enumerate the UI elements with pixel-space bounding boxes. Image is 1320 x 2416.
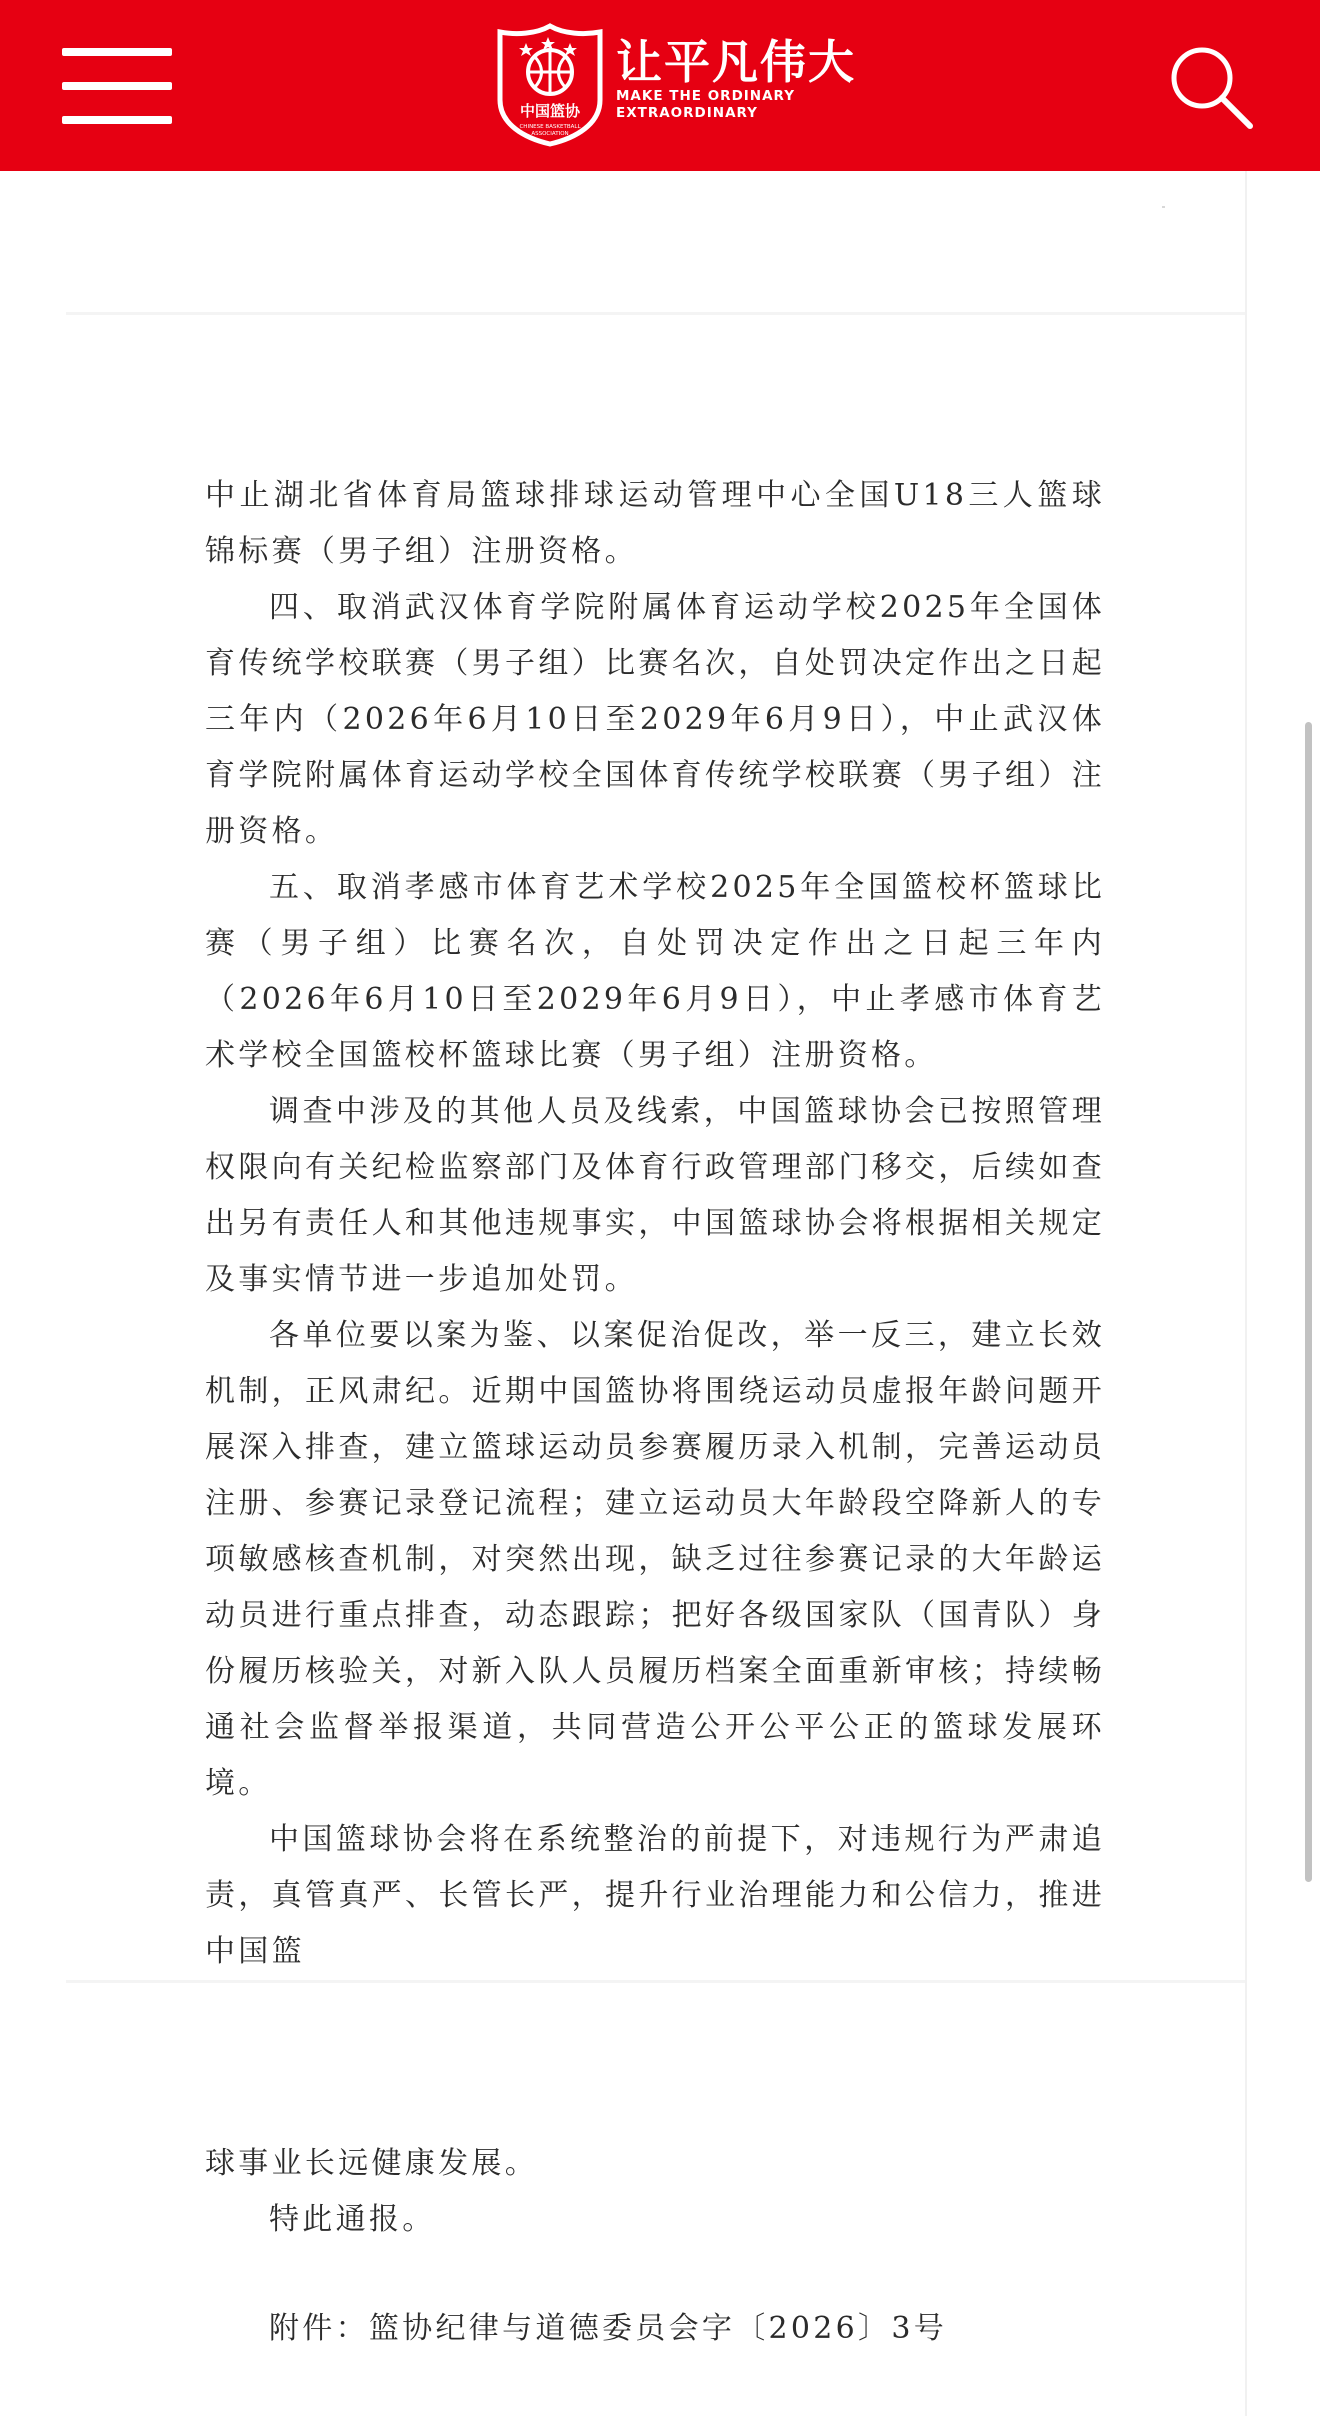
section-divider (66, 1980, 1246, 1983)
slogan-en: MAKE THE ORDINARY (616, 88, 795, 104)
document-body (205, 468, 1105, 1980)
paragraph: 各单位要以案为鉴、以案促治促改，举一反三，建立长效机制，正风肃纪。近期中国篮协将围绕运动员虚报年龄问题开展深入排查，建立篮球运动员参赛履历录入机制，完善运动员注册、参赛记录登记流程；建立运动员大年龄段空降新人的专项敏感核查机制，对突然出现，缺乏过往参赛记录的大年龄运动员进行重点排查，动态跟踪；把好各级国家队（国青队）身份履历核验关，对新入队人员履历档案全面重新审核；持续畅通社会监督举报渠道，共同营造公开公平公正的篮球发展环境。 (205, 1318, 1105, 1801)
paragraph: 球事业长远健康发展。 (205, 2146, 538, 2181)
menu-bar (62, 48, 172, 56)
search-icon[interactable] (1164, 40, 1256, 132)
paragraph: 中止湖北省体育局篮球排球运动管理中心全国U18三人篮球锦标赛（男子组）注册资格。 (205, 478, 1105, 569)
logo-subtext: CHINESE BASKETBALL (519, 124, 581, 130)
attachment-line: 附件：篮协纪律与道德委员会字〔2026〕3号 (269, 2311, 948, 2346)
paragraph: 五、取消孝感市体育艺术学校2025年全国篮校杯篮球比赛（男子组）比赛名次，自处罚决定作出之日起三年内（2026年6月10日至2029年6月9日），中止孝感市体育艺术学校全国篮校杯篮球比赛（男子组）注册资格。 (205, 870, 1105, 1073)
speck (1162, 206, 1165, 208)
scrollbar-thumb[interactable] (1305, 722, 1312, 1882)
paragraph: 调查中涉及的其他人员及线索，中国篮球协会已按照管理权限向有关纪检监察部门及体育行政管理部门移交，后续如查出另有责任人和其他违规事实，中国篮球协会将根据相关规定及事实情节进一步追加处罚。 (205, 1094, 1105, 1297)
menu-bar (62, 82, 172, 90)
slogan-cn: 让平凡伟大 (616, 35, 856, 89)
menu-bar (62, 116, 172, 124)
brand-slogan (616, 36, 856, 122)
section-divider (66, 312, 1246, 315)
paragraph: 特此通报。 (269, 2202, 436, 2237)
site-header (0, 0, 1320, 171)
logo-subtext: ASSOCIATION (531, 131, 569, 137)
paragraph: 中国篮球协会将在系统整治的前提下，对违规行为严肃追责，真管真严、长管长严，提升行业治理能力和公信力，推进中国篮 (205, 1822, 1105, 1969)
page-border (1245, 171, 1247, 2416)
logo-text: 中国篮协 (519, 102, 581, 120)
cba-shield-logo-icon[interactable] (494, 22, 606, 148)
slogan-en: EXTRAORDINARY (616, 105, 758, 121)
paragraph: 四、取消武汉体育学院附属体育运动学校2025年全国体育传统学校联赛（男子组）比赛名次，自处罚决定作出之日起三年内（2026年6月10日至2029年6月9日），中止武汉体育学院附属体育运动学校全国体育传统学校联赛（男子组）注册资格。 (205, 590, 1105, 849)
document-body-continued (205, 2136, 1105, 2248)
hamburger-menu-icon[interactable] (62, 44, 172, 126)
